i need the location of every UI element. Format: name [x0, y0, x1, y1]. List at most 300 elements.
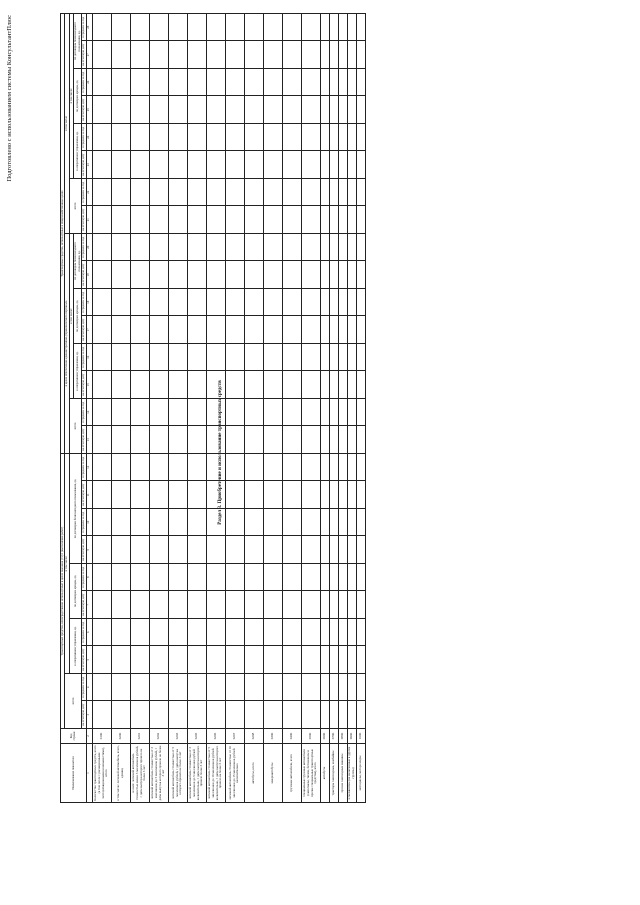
data-cell[interactable] [92, 151, 111, 179]
data-cell[interactable] [187, 536, 206, 564]
data-cell[interactable] [263, 591, 282, 619]
data-cell[interactable] [282, 481, 301, 509]
data-cell[interactable] [347, 206, 356, 234]
data-cell[interactable] [149, 96, 168, 124]
data-cell[interactable] [111, 344, 130, 372]
data-cell[interactable] [130, 536, 149, 564]
data-cell[interactable] [111, 14, 130, 42]
data-cell[interactable] [92, 179, 111, 207]
data-cell[interactable] [320, 509, 329, 537]
data-cell[interactable] [320, 701, 329, 729]
data-cell[interactable] [187, 619, 206, 647]
data-cell[interactable] [320, 371, 329, 399]
data-cell[interactable] [282, 646, 301, 674]
data-cell[interactable] [320, 124, 329, 152]
data-cell[interactable] [130, 371, 149, 399]
data-cell[interactable] [111, 69, 130, 97]
data-cell[interactable] [263, 69, 282, 97]
data-cell[interactable] [111, 261, 130, 289]
data-cell[interactable] [149, 481, 168, 509]
data-cell[interactable] [338, 454, 347, 482]
data-cell[interactable] [206, 591, 225, 619]
data-cell[interactable] [244, 701, 263, 729]
data-cell[interactable] [244, 206, 263, 234]
data-cell[interactable] [301, 564, 320, 592]
data-cell[interactable] [187, 261, 206, 289]
data-cell[interactable] [301, 316, 320, 344]
data-cell[interactable] [244, 399, 263, 427]
data-cell[interactable] [282, 41, 301, 69]
data-cell[interactable] [338, 701, 347, 729]
data-cell[interactable] [92, 289, 111, 317]
data-cell[interactable] [347, 481, 356, 509]
data-cell[interactable] [356, 69, 365, 97]
data-cell[interactable] [149, 234, 168, 262]
data-cell[interactable] [263, 206, 282, 234]
data-cell[interactable] [320, 261, 329, 289]
data-cell[interactable] [329, 564, 338, 592]
data-cell[interactable] [149, 536, 168, 564]
data-cell[interactable] [329, 509, 338, 537]
data-cell[interactable] [206, 454, 225, 482]
data-cell[interactable] [92, 591, 111, 619]
data-cell[interactable] [149, 399, 168, 427]
data-cell[interactable] [111, 591, 130, 619]
data-cell[interactable] [263, 124, 282, 152]
data-cell[interactable] [356, 96, 365, 124]
data-cell[interactable] [206, 701, 225, 729]
data-cell[interactable] [149, 426, 168, 454]
data-cell[interactable] [130, 234, 149, 262]
data-cell[interactable] [168, 316, 187, 344]
data-cell[interactable] [92, 344, 111, 372]
data-cell[interactable] [149, 124, 168, 152]
data-cell[interactable] [347, 564, 356, 592]
data-cell[interactable] [263, 289, 282, 317]
data-cell[interactable] [244, 509, 263, 537]
data-cell[interactable] [329, 591, 338, 619]
data-cell[interactable] [92, 619, 111, 647]
data-cell[interactable] [301, 481, 320, 509]
data-cell[interactable] [244, 371, 263, 399]
data-cell[interactable] [92, 371, 111, 399]
data-cell[interactable] [320, 619, 329, 647]
data-cell[interactable] [320, 426, 329, 454]
data-cell[interactable] [130, 289, 149, 317]
data-cell[interactable] [329, 69, 338, 97]
data-cell[interactable] [149, 591, 168, 619]
data-cell[interactable] [130, 701, 149, 729]
data-cell[interactable] [301, 261, 320, 289]
data-cell[interactable] [263, 96, 282, 124]
data-cell[interactable] [301, 96, 320, 124]
data-cell[interactable] [168, 509, 187, 537]
data-cell[interactable] [206, 344, 225, 372]
data-cell[interactable] [338, 646, 347, 674]
data-cell[interactable] [263, 454, 282, 482]
data-cell[interactable] [329, 454, 338, 482]
data-cell[interactable] [149, 206, 168, 234]
data-cell[interactable] [282, 96, 301, 124]
data-cell[interactable] [168, 619, 187, 647]
data-cell[interactable] [338, 151, 347, 179]
data-cell[interactable] [111, 96, 130, 124]
data-cell[interactable] [92, 701, 111, 729]
data-cell[interactable] [187, 701, 206, 729]
data-cell[interactable] [320, 454, 329, 482]
data-cell[interactable] [320, 399, 329, 427]
data-cell[interactable] [282, 14, 301, 42]
data-cell[interactable] [92, 69, 111, 97]
data-cell[interactable] [263, 536, 282, 564]
data-cell[interactable] [187, 206, 206, 234]
data-cell[interactable] [356, 564, 365, 592]
data-cell[interactable] [320, 234, 329, 262]
data-cell[interactable] [263, 316, 282, 344]
data-cell[interactable] [282, 206, 301, 234]
data-cell[interactable] [206, 509, 225, 537]
data-cell[interactable] [168, 261, 187, 289]
data-cell[interactable] [338, 14, 347, 42]
data-cell[interactable] [244, 564, 263, 592]
data-cell[interactable] [225, 124, 244, 152]
data-cell[interactable] [168, 14, 187, 42]
data-cell[interactable] [338, 426, 347, 454]
data-cell[interactable] [168, 96, 187, 124]
data-cell[interactable] [356, 289, 365, 317]
data-cell[interactable] [130, 41, 149, 69]
data-cell[interactable] [92, 536, 111, 564]
data-cell[interactable] [347, 371, 356, 399]
data-cell[interactable] [225, 481, 244, 509]
data-cell[interactable] [206, 289, 225, 317]
data-cell[interactable] [187, 509, 206, 537]
data-cell[interactable] [282, 701, 301, 729]
data-cell[interactable] [320, 14, 329, 42]
data-cell[interactable] [263, 701, 282, 729]
data-cell[interactable] [338, 69, 347, 97]
data-cell[interactable] [225, 701, 244, 729]
data-cell[interactable] [263, 371, 282, 399]
data-cell[interactable] [130, 399, 149, 427]
data-cell[interactable] [282, 344, 301, 372]
data-cell[interactable] [263, 179, 282, 207]
data-cell[interactable] [149, 646, 168, 674]
data-cell[interactable] [356, 509, 365, 537]
data-cell[interactable] [168, 481, 187, 509]
data-cell[interactable] [206, 564, 225, 592]
data-cell[interactable] [320, 41, 329, 69]
data-cell[interactable] [206, 316, 225, 344]
data-cell[interactable] [149, 14, 168, 42]
data-cell[interactable] [301, 41, 320, 69]
data-cell[interactable] [244, 179, 263, 207]
data-cell[interactable] [225, 564, 244, 592]
data-cell[interactable] [329, 96, 338, 124]
data-cell[interactable] [329, 371, 338, 399]
data-cell[interactable] [338, 509, 347, 537]
data-cell[interactable] [111, 289, 130, 317]
data-cell[interactable] [111, 454, 130, 482]
data-cell[interactable] [356, 646, 365, 674]
data-cell[interactable] [111, 509, 130, 537]
data-cell[interactable] [347, 289, 356, 317]
data-cell[interactable] [301, 151, 320, 179]
data-cell[interactable] [347, 674, 356, 702]
data-cell[interactable] [130, 151, 149, 179]
data-cell[interactable] [320, 536, 329, 564]
data-cell[interactable] [338, 234, 347, 262]
data-cell[interactable] [301, 426, 320, 454]
data-cell[interactable] [282, 261, 301, 289]
data-cell[interactable] [282, 69, 301, 97]
data-cell[interactable] [225, 591, 244, 619]
data-cell[interactable] [92, 426, 111, 454]
data-cell[interactable] [130, 564, 149, 592]
data-cell[interactable] [263, 564, 282, 592]
data-cell[interactable] [347, 344, 356, 372]
data-cell[interactable] [282, 399, 301, 427]
data-cell[interactable] [149, 701, 168, 729]
data-cell[interactable] [320, 674, 329, 702]
data-cell[interactable] [187, 124, 206, 152]
data-cell[interactable] [130, 179, 149, 207]
data-cell[interactable] [225, 674, 244, 702]
data-cell[interactable] [225, 261, 244, 289]
data-cell[interactable] [130, 69, 149, 97]
data-cell[interactable] [320, 151, 329, 179]
data-cell[interactable] [356, 399, 365, 427]
data-cell[interactable] [92, 206, 111, 234]
data-cell[interactable] [225, 399, 244, 427]
data-cell[interactable] [206, 619, 225, 647]
data-cell[interactable] [301, 344, 320, 372]
data-cell[interactable] [244, 426, 263, 454]
data-cell[interactable] [329, 426, 338, 454]
data-cell[interactable] [244, 344, 263, 372]
data-cell[interactable] [263, 151, 282, 179]
data-cell[interactable] [225, 179, 244, 207]
data-cell[interactable] [282, 289, 301, 317]
data-cell[interactable] [244, 316, 263, 344]
data-cell[interactable] [225, 316, 244, 344]
data-cell[interactable] [282, 179, 301, 207]
data-cell[interactable] [187, 646, 206, 674]
data-cell[interactable] [206, 96, 225, 124]
data-cell[interactable] [347, 179, 356, 207]
data-cell[interactable] [338, 41, 347, 69]
data-cell[interactable] [225, 41, 244, 69]
data-cell[interactable] [356, 206, 365, 234]
data-cell[interactable] [347, 124, 356, 152]
data-cell[interactable] [206, 646, 225, 674]
data-cell[interactable] [111, 619, 130, 647]
data-cell[interactable] [244, 289, 263, 317]
data-cell[interactable] [187, 454, 206, 482]
data-cell[interactable] [282, 151, 301, 179]
data-cell[interactable] [187, 674, 206, 702]
data-cell[interactable] [206, 481, 225, 509]
data-cell[interactable] [338, 481, 347, 509]
data-cell[interactable] [92, 124, 111, 152]
data-cell[interactable] [187, 316, 206, 344]
data-cell[interactable] [225, 619, 244, 647]
data-cell[interactable] [263, 41, 282, 69]
data-cell[interactable] [168, 426, 187, 454]
data-cell[interactable] [92, 564, 111, 592]
data-cell[interactable] [338, 536, 347, 564]
data-cell[interactable] [282, 426, 301, 454]
data-cell[interactable] [187, 289, 206, 317]
data-cell[interactable] [168, 124, 187, 152]
data-cell[interactable] [206, 261, 225, 289]
data-cell[interactable] [301, 399, 320, 427]
data-cell[interactable] [168, 646, 187, 674]
data-cell[interactable] [347, 261, 356, 289]
data-cell[interactable] [92, 399, 111, 427]
data-cell[interactable] [329, 344, 338, 372]
data-cell[interactable] [225, 206, 244, 234]
data-cell[interactable] [130, 344, 149, 372]
data-cell[interactable] [347, 96, 356, 124]
data-cell[interactable] [263, 234, 282, 262]
data-cell[interactable] [130, 454, 149, 482]
data-cell[interactable] [320, 69, 329, 97]
data-cell[interactable] [282, 124, 301, 152]
data-cell[interactable] [168, 454, 187, 482]
data-cell[interactable] [206, 426, 225, 454]
data-cell[interactable] [301, 509, 320, 537]
data-cell[interactable] [187, 564, 206, 592]
data-cell[interactable] [130, 124, 149, 152]
data-cell[interactable] [301, 674, 320, 702]
data-cell[interactable] [111, 701, 130, 729]
data-cell[interactable] [329, 619, 338, 647]
data-cell[interactable] [320, 96, 329, 124]
data-cell[interactable] [149, 674, 168, 702]
data-cell[interactable] [168, 234, 187, 262]
data-cell[interactable] [320, 564, 329, 592]
data-cell[interactable] [301, 371, 320, 399]
data-cell[interactable] [329, 701, 338, 729]
data-cell[interactable] [320, 481, 329, 509]
data-cell[interactable] [282, 619, 301, 647]
data-cell[interactable] [225, 536, 244, 564]
data-cell[interactable] [320, 316, 329, 344]
data-cell[interactable] [329, 481, 338, 509]
data-cell[interactable] [329, 151, 338, 179]
data-cell[interactable] [149, 69, 168, 97]
data-cell[interactable] [244, 151, 263, 179]
data-cell[interactable] [347, 316, 356, 344]
data-cell[interactable] [225, 646, 244, 674]
data-cell[interactable] [206, 124, 225, 152]
data-cell[interactable] [168, 371, 187, 399]
data-cell[interactable] [92, 41, 111, 69]
data-cell[interactable] [168, 536, 187, 564]
data-cell[interactable] [356, 426, 365, 454]
data-cell[interactable] [301, 646, 320, 674]
data-cell[interactable] [347, 536, 356, 564]
data-cell[interactable] [338, 316, 347, 344]
data-cell[interactable] [263, 344, 282, 372]
data-cell[interactable] [92, 316, 111, 344]
data-cell[interactable] [168, 179, 187, 207]
data-cell[interactable] [301, 179, 320, 207]
data-cell[interactable] [329, 316, 338, 344]
data-cell[interactable] [301, 206, 320, 234]
data-cell[interactable] [356, 41, 365, 69]
data-cell[interactable] [168, 206, 187, 234]
data-cell[interactable] [356, 124, 365, 152]
data-cell[interactable] [356, 344, 365, 372]
data-cell[interactable] [347, 41, 356, 69]
data-cell[interactable] [225, 371, 244, 399]
data-cell[interactable] [347, 426, 356, 454]
data-cell[interactable] [92, 509, 111, 537]
data-cell[interactable] [111, 564, 130, 592]
data-cell[interactable] [111, 234, 130, 262]
data-cell[interactable] [329, 399, 338, 427]
data-cell[interactable] [111, 426, 130, 454]
data-cell[interactable] [111, 536, 130, 564]
data-cell[interactable] [149, 371, 168, 399]
data-cell[interactable] [356, 619, 365, 647]
data-cell[interactable] [206, 41, 225, 69]
data-cell[interactable] [338, 674, 347, 702]
data-cell[interactable] [282, 454, 301, 482]
data-cell[interactable] [244, 674, 263, 702]
data-cell[interactable] [329, 124, 338, 152]
data-cell[interactable] [149, 179, 168, 207]
data-cell[interactable] [329, 646, 338, 674]
data-cell[interactable] [187, 179, 206, 207]
data-cell[interactable] [356, 151, 365, 179]
data-cell[interactable] [244, 619, 263, 647]
data-cell[interactable] [244, 69, 263, 97]
data-cell[interactable] [130, 206, 149, 234]
data-cell[interactable] [263, 481, 282, 509]
data-cell[interactable] [130, 619, 149, 647]
data-cell[interactable] [263, 674, 282, 702]
data-cell[interactable] [187, 371, 206, 399]
data-cell[interactable] [338, 344, 347, 372]
data-cell[interactable] [301, 454, 320, 482]
data-cell[interactable] [338, 289, 347, 317]
data-cell[interactable] [263, 426, 282, 454]
data-cell[interactable] [149, 344, 168, 372]
data-cell[interactable] [187, 69, 206, 97]
data-cell[interactable] [282, 536, 301, 564]
data-cell[interactable] [356, 481, 365, 509]
data-cell[interactable] [356, 591, 365, 619]
data-cell[interactable] [282, 674, 301, 702]
data-cell[interactable] [356, 371, 365, 399]
data-cell[interactable] [301, 619, 320, 647]
data-cell[interactable] [168, 289, 187, 317]
data-cell[interactable] [301, 591, 320, 619]
data-cell[interactable] [168, 564, 187, 592]
data-cell[interactable] [347, 14, 356, 42]
data-cell[interactable] [168, 399, 187, 427]
data-cell[interactable] [206, 179, 225, 207]
data-cell[interactable] [149, 151, 168, 179]
data-cell[interactable] [225, 151, 244, 179]
data-cell[interactable] [149, 619, 168, 647]
data-cell[interactable] [301, 536, 320, 564]
data-cell[interactable] [356, 234, 365, 262]
data-cell[interactable] [282, 316, 301, 344]
